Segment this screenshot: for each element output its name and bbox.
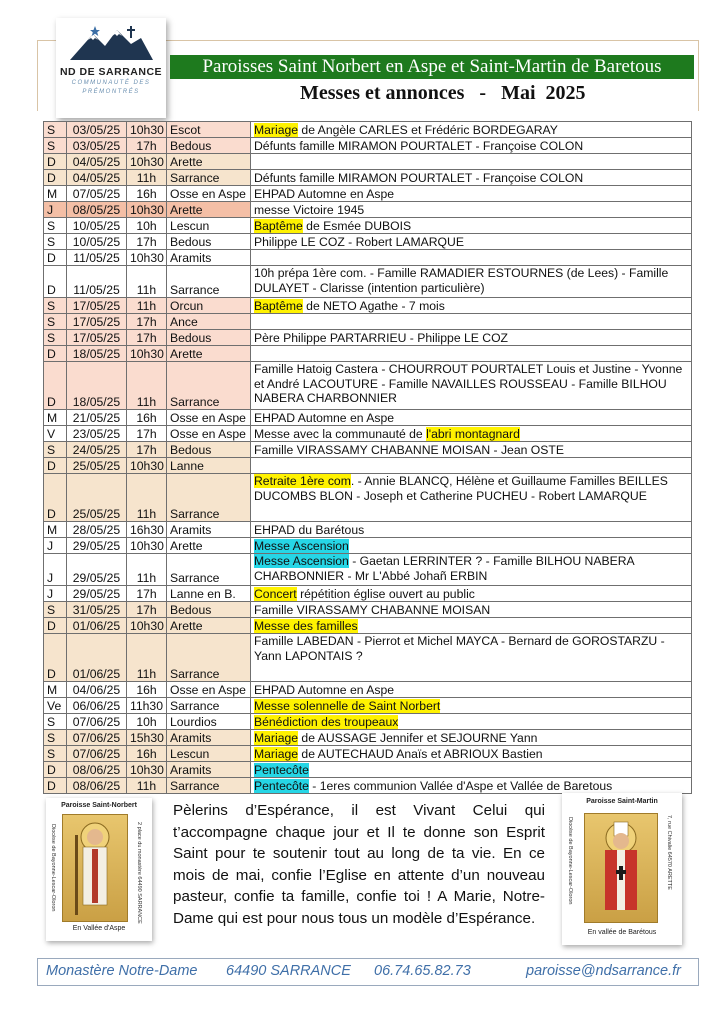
place-cell: Aramits (167, 250, 251, 266)
place-cell: Aramits (167, 522, 251, 538)
time-cell: 10h30 (127, 122, 167, 138)
page-subtitle: Messes et annonces - Mai 2025 (300, 82, 586, 104)
date-cell: 11/05/25 (67, 266, 127, 298)
date-cell: 01/06/25 (67, 634, 127, 682)
saint-martin-card (562, 793, 682, 945)
highlighted-text: Pentecôte (254, 762, 309, 777)
time-cell: 17h (127, 426, 167, 442)
card-left-bottom: En Vallée d'Aspe (72, 925, 126, 932)
time-cell: 10h30 (127, 458, 167, 474)
contact-footer (37, 958, 699, 986)
place-cell: Orcun (167, 298, 251, 314)
place-cell: Sarrance (167, 474, 251, 522)
time-cell: 11h (127, 554, 167, 586)
time-cell: 10h30 (127, 250, 167, 266)
time-cell: 11h30 (127, 698, 167, 714)
schedule-row (44, 234, 692, 250)
date-cell: 21/05/25 (67, 410, 127, 426)
schedule-row (44, 298, 692, 314)
day-cell: M (44, 410, 67, 426)
intention-cell (251, 138, 692, 154)
day-cell: M (44, 682, 67, 698)
date-cell: 07/05/25 (67, 186, 127, 202)
date-cell: 24/05/25 (67, 442, 127, 458)
intention-cell (251, 234, 692, 250)
date-cell: 18/05/25 (67, 346, 127, 362)
day-cell: S (44, 234, 67, 250)
place-cell: Bedous (167, 330, 251, 346)
schedule-row (44, 682, 692, 698)
highlighted-text: Messe solennelle de Saint Norbert (254, 698, 441, 713)
intention-cell (251, 554, 692, 586)
time-cell: 10h30 (127, 154, 167, 170)
footer-city: 64490 SARRANCE (226, 963, 351, 979)
day-cell: V (44, 426, 67, 442)
schedule-row (44, 474, 692, 522)
date-cell: 07/06/25 (67, 714, 127, 730)
day-cell: J (44, 202, 67, 218)
intention-text: Famille Hatoig Castera - CHOURROUT POURTALET Louis et Justine - Yvonne et André LACOUTURE - Famille NAVAILLES ROUSSEAU - Famille BILHOU NABERA CHARBONNIER (254, 362, 683, 405)
intention-cell (251, 714, 692, 730)
schedule-row (44, 586, 692, 602)
date-cell: 17/05/25 (67, 314, 127, 330)
intention-text: Défunts famille MIRAMON POURTALET - Françoise COLON (254, 170, 584, 185)
intention-text: Famille VIRASSAMY CHABANNE MOISAN (254, 602, 491, 617)
intention-text: Messe avec la communauté de (254, 426, 427, 441)
place-cell: Sarrance (167, 698, 251, 714)
place-cell: Sarrance (167, 634, 251, 682)
mass-schedule-table (43, 121, 692, 794)
intention-cell (251, 634, 692, 682)
schedule-row (44, 346, 692, 362)
intention-cell (251, 762, 692, 778)
day-cell: D (44, 250, 67, 266)
intention-text: de AUTECHAUD Anaïs et ABRIOUX Bastien (298, 746, 543, 761)
intention-cell (251, 458, 692, 474)
schedule-row (44, 602, 692, 618)
highlighted-text: Concert (254, 586, 297, 601)
intention-cell (251, 682, 692, 698)
footer-email[interactable]: paroisse@ndsarrance.fr (526, 963, 681, 979)
card-right-bottom: En vallée de Barétous (587, 929, 657, 936)
time-cell: 11h (127, 362, 167, 410)
day-cell: D (44, 778, 67, 794)
day-cell: M (44, 522, 67, 538)
time-cell: 11h (127, 634, 167, 682)
place-cell: Bedous (167, 234, 251, 250)
schedule-row (44, 170, 692, 186)
time-cell: 10h30 (127, 346, 167, 362)
logo (56, 18, 166, 118)
intention-cell (251, 730, 692, 746)
place-cell: Aramits (167, 730, 251, 746)
time-cell: 10h (127, 218, 167, 234)
logo-tagline-1: COMMUNAUTÉ DES (71, 80, 151, 86)
time-cell: 11h (127, 266, 167, 298)
date-cell: 03/05/25 (67, 122, 127, 138)
day-cell: D (44, 458, 67, 474)
card-left-address: 2 place du monastère 64490 SARRANCE (136, 822, 142, 924)
schedule-row (44, 266, 692, 298)
schedule-row (44, 250, 692, 266)
place-cell: Lescun (167, 746, 251, 762)
logo-name: ND DE SARRANCE (59, 66, 163, 78)
place-cell: Osse en Aspe (167, 186, 251, 202)
highlighted-text: Baptême (254, 218, 303, 233)
time-cell: 10h (127, 714, 167, 730)
intention-cell (251, 202, 692, 218)
intention-cell (251, 250, 692, 266)
date-cell: 07/06/25 (67, 746, 127, 762)
schedule-row (44, 538, 692, 554)
time-cell: 17h (127, 234, 167, 250)
intention-cell (251, 602, 692, 618)
place-cell: Sarrance (167, 170, 251, 186)
saint-norbert-card (46, 798, 152, 941)
intention-text: . - Annie BLANCQ, Hélène et Guillaume Familles BEILLES DUCOMBS BLON - Joseph et Catherine PUCHEU - Robert LAMARQUE (254, 474, 668, 503)
intention-cell (251, 266, 692, 298)
schedule-row (44, 634, 692, 682)
date-cell: 08/05/25 (67, 202, 127, 218)
day-cell: D (44, 618, 67, 634)
place-cell: Arette (167, 154, 251, 170)
day-cell: M (44, 186, 67, 202)
day-cell: D (44, 474, 67, 522)
time-cell: 17h (127, 138, 167, 154)
time-cell: 16h (127, 410, 167, 426)
intention-text: Père Philippe PARTARRIEU - Philippe LE COZ (254, 330, 509, 345)
day-cell: Ve (44, 698, 67, 714)
day-cell: D (44, 266, 67, 298)
day-cell: S (44, 314, 67, 330)
schedule-row (44, 762, 692, 778)
place-cell: Arette (167, 202, 251, 218)
day-cell: S (44, 138, 67, 154)
place-cell: Osse en Aspe (167, 410, 251, 426)
time-cell: 16h (127, 682, 167, 698)
intention-cell (251, 122, 692, 138)
day-cell: S (44, 746, 67, 762)
time-cell: 16h (127, 746, 167, 762)
date-cell: 17/05/25 (67, 330, 127, 346)
date-cell: 10/05/25 (67, 218, 127, 234)
place-cell: Sarrance (167, 266, 251, 298)
date-cell: 25/05/25 (67, 474, 127, 522)
intention-text: EHPAD Automne en Aspe (254, 682, 395, 697)
schedule-row (44, 730, 692, 746)
schedule-row (44, 746, 692, 762)
day-cell: S (44, 602, 67, 618)
time-cell: 10h30 (127, 618, 167, 634)
day-cell: D (44, 154, 67, 170)
intention-cell (251, 330, 692, 346)
highlighted-text: Messe Ascension (254, 538, 349, 553)
date-cell: 04/05/25 (67, 154, 127, 170)
card-left-title: Paroisse Saint-Norbert (61, 802, 137, 809)
intention-cell (251, 618, 692, 634)
date-cell: 23/05/25 (67, 426, 127, 442)
time-cell: 17h (127, 586, 167, 602)
time-cell: 15h30 (127, 730, 167, 746)
schedule-row (44, 522, 692, 538)
place-cell: Lanne (167, 458, 251, 474)
intention-text: Philippe LE COZ - Robert LAMARQUE (254, 234, 464, 249)
highlighted-text: l'abri montagnard (426, 426, 520, 441)
date-cell: 11/05/25 (67, 250, 127, 266)
schedule-row (44, 202, 692, 218)
schedule-row (44, 714, 692, 730)
intention-cell (251, 218, 692, 234)
place-cell: Osse en Aspe (167, 682, 251, 698)
card-right-diocese: Diocèse de Bayonne-Lescar-Oloron (567, 817, 573, 905)
highlighted-text: Messe Ascension (254, 554, 349, 568)
day-cell: S (44, 442, 67, 458)
schedule-row (44, 554, 692, 586)
schedule-row (44, 442, 692, 458)
intention-cell (251, 522, 692, 538)
intention-cell (251, 586, 692, 602)
date-cell: 04/06/25 (67, 682, 127, 698)
intention-text: Famille LABEDAN - Pierrot et Michel MAYCA - Bernard de GOROSTARZU - Yann LAPONTAIS ? (254, 634, 665, 663)
place-cell: Bedous (167, 442, 251, 458)
day-cell: J (44, 586, 67, 602)
time-cell: 11h (127, 170, 167, 186)
intention-text: - Gaetan LERRINTER ? - Famille BILHOU NABERA CHARBONNIER - Mr L'Abbé Johañ ERBIN (254, 554, 634, 583)
place-cell: Arette (167, 618, 251, 634)
highlighted-text: Baptême (254, 298, 303, 313)
place-cell: Ance (167, 314, 251, 330)
date-cell: 25/05/25 (67, 458, 127, 474)
date-cell: 29/05/25 (67, 554, 127, 586)
day-cell: S (44, 330, 67, 346)
date-cell: 04/05/25 (67, 170, 127, 186)
date-cell: 08/06/25 (67, 762, 127, 778)
saint-norbert-icon (62, 814, 128, 922)
intention-text: de AUSSAGE Jennifer et SEJOURNE Yann (298, 730, 538, 745)
place-cell: Sarrance (167, 362, 251, 410)
date-cell: 03/05/25 (67, 138, 127, 154)
intention-text: EHPAD du Barétous (254, 522, 365, 537)
date-cell: 06/06/25 (67, 698, 127, 714)
intention-text: de Esmée DUBOIS (302, 218, 412, 233)
intention-text: Défunts famille MIRAMON POURTALET - Françoise COLON (254, 138, 584, 153)
day-cell: D (44, 634, 67, 682)
day-cell: S (44, 298, 67, 314)
place-cell: Bedous (167, 602, 251, 618)
schedule-row (44, 218, 692, 234)
time-cell: 16h (127, 186, 167, 202)
time-cell: 11h (127, 474, 167, 522)
intention-cell (251, 314, 692, 330)
date-cell: 18/05/25 (67, 362, 127, 410)
intention-cell (251, 538, 692, 554)
day-cell: J (44, 538, 67, 554)
parish-banner: Paroisses Saint Norbert en Aspe et Saint-Martin de Baretous (170, 55, 694, 79)
place-cell: Lourdios (167, 714, 251, 730)
place-cell: Lescun (167, 218, 251, 234)
footer-place: Monastère Notre-Dame (46, 963, 198, 979)
intention-cell (251, 778, 692, 794)
intention-cell (251, 298, 692, 314)
schedule-row (44, 426, 692, 442)
intention-cell (251, 426, 692, 442)
date-cell: 29/05/25 (67, 586, 127, 602)
time-cell: 17h (127, 330, 167, 346)
date-cell: 07/06/25 (67, 730, 127, 746)
logo-tagline-2: PRÉMONTRÉS (82, 89, 140, 95)
intention-cell (251, 154, 692, 170)
date-cell: 01/06/25 (67, 618, 127, 634)
mountain-cross-icon (65, 24, 157, 64)
intention-text: EHPAD Automne en Aspe (254, 186, 395, 201)
intention-cell (251, 362, 692, 410)
highlighted-text: Messe des familles (254, 618, 358, 633)
card-left-diocese: Diocèse de Bayonne-Lescar-Oloron (50, 824, 56, 912)
schedule-row (44, 314, 692, 330)
intention-cell (251, 474, 692, 522)
place-cell: Sarrance (167, 778, 251, 794)
highlighted-text: Mariage (254, 730, 299, 745)
place-cell: Aramits (167, 762, 251, 778)
intention-text: - 1eres communion Vallée d'Aspe et Vallée de Baretous (308, 778, 613, 793)
schedule-row (44, 778, 692, 794)
schedule-row (44, 362, 692, 410)
schedule-row (44, 154, 692, 170)
schedule-row (44, 698, 692, 714)
day-cell: J (44, 554, 67, 586)
schedule-row (44, 330, 692, 346)
time-cell: 10h30 (127, 202, 167, 218)
time-cell: 11h (127, 298, 167, 314)
highlighted-text: Retraite 1ère com (254, 474, 351, 488)
time-cell: 17h (127, 314, 167, 330)
place-cell: Lanne en B. (167, 586, 251, 602)
schedule-row (44, 618, 692, 634)
highlighted-text: Pentecôte (254, 778, 309, 793)
place-cell: Arette (167, 346, 251, 362)
time-cell: 10h30 (127, 538, 167, 554)
intention-cell (251, 186, 692, 202)
intention-text: 10h prépa 1ère com. - Famille RAMADIER ESTOURNES (de Lees) - Famille DULAYET - Clarisse (intention particulière) (254, 266, 669, 295)
schedule-row (44, 186, 692, 202)
hope-message: Pèlerins d’Espérance, il est Vivant Celui qui t’accompagne chaque jour et Il te donne son Esprit Saint pour te soutenir tout au long de ta vie. En ce mois de mai, confie l’Eglise en attente d’un nouveau pasteur, confie ta famille, confie toi ! A Marie, Notre-Dame qui est pour nous tous un modèle d’Espérance. (173, 802, 545, 927)
time-cell: 16h30 (127, 522, 167, 538)
day-cell: S (44, 714, 67, 730)
highlighted-text: Bénédiction des troupeaux (254, 714, 399, 729)
date-cell: 29/05/25 (67, 538, 127, 554)
card-right-address: 7, rue Chivalie 64570 ARETTE (666, 815, 672, 890)
place-cell: Osse en Aspe (167, 426, 251, 442)
day-cell: S (44, 218, 67, 234)
intention-cell (251, 346, 692, 362)
day-cell: S (44, 730, 67, 746)
schedule-row (44, 458, 692, 474)
intention-cell (251, 410, 692, 426)
time-cell: 11h (127, 778, 167, 794)
day-cell: D (44, 762, 67, 778)
intention-cell (251, 698, 692, 714)
intention-text: répétition église ouvert au public (296, 586, 475, 601)
card-right-title: Paroisse Saint-Martin (586, 798, 658, 805)
place-cell: Escot (167, 122, 251, 138)
intention-text: de NETO Agathe - 7 mois (302, 298, 445, 313)
intention-cell (251, 170, 692, 186)
highlighted-text: Mariage (254, 746, 299, 761)
intention-text: EHPAD Automne en Aspe (254, 410, 395, 425)
time-cell: 17h (127, 602, 167, 618)
schedule-row (44, 410, 692, 426)
footer-phone: 06.74.65.82.73 (374, 963, 471, 979)
intention-text: messe Victoire 1945 (254, 202, 365, 217)
date-cell: 10/05/25 (67, 234, 127, 250)
day-cell: D (44, 170, 67, 186)
saint-martin-icon (584, 813, 658, 923)
intention-text: de Angèle CARLES et Frédéric BORDEGARAY (298, 122, 558, 137)
place-cell: Sarrance (167, 554, 251, 586)
date-cell: 17/05/25 (67, 298, 127, 314)
schedule-row (44, 138, 692, 154)
date-cell: 08/06/25 (67, 778, 127, 794)
highlighted-text: Mariage (254, 122, 299, 137)
day-cell: D (44, 346, 67, 362)
intention-cell (251, 442, 692, 458)
schedule-row (44, 122, 692, 138)
place-cell: Bedous (167, 138, 251, 154)
time-cell: 17h (127, 442, 167, 458)
place-cell: Arette (167, 538, 251, 554)
date-cell: 28/05/25 (67, 522, 127, 538)
day-cell: D (44, 362, 67, 410)
day-cell: S (44, 122, 67, 138)
intention-text: Famille VIRASSAMY CHABANNE MOISAN - Jean OSTE (254, 442, 564, 457)
time-cell: 10h30 (127, 762, 167, 778)
date-cell: 31/05/25 (67, 602, 127, 618)
intention-cell (251, 746, 692, 762)
